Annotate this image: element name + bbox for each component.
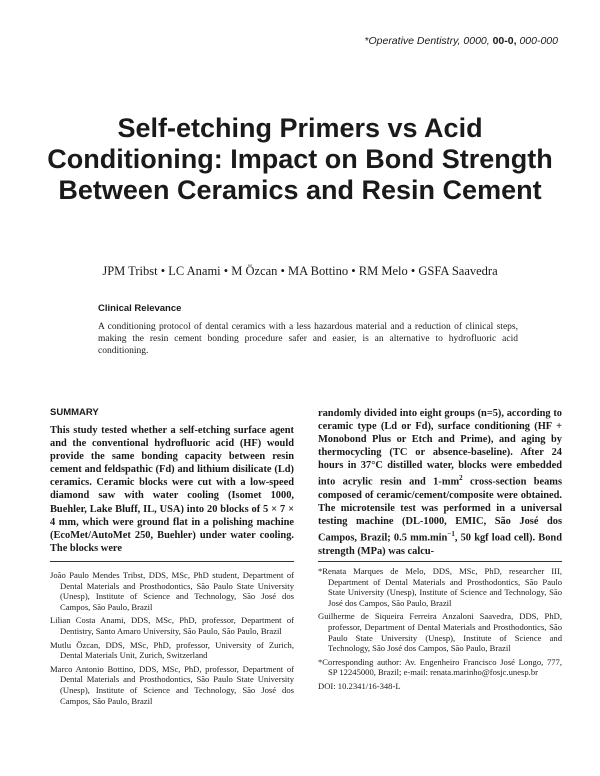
summary-heading: SUMMARY <box>50 407 99 418</box>
footnote-affiliation-saavedra: Guilherme de Siqueira Ferreira Anzaloni Saavedra, DDS, PhD, professor, Department of Dental Materials and Prosthodontics, São Paulo State University (Unesp), Institute of Science and Technology, São José dos Campos, São Paulo, Brazil <box>318 611 562 654</box>
summary-text-part-2: cross-section beams composed of ceramic/cement/composite were obtained. The microtensile test was performed in a universal testing machine (DL-1000, EMIC, São José dos Campos, Brazil; 0.5 mm.min <box>318 476 562 544</box>
asterisk-mark: * <box>318 656 323 667</box>
footnote-divider-right <box>318 561 562 562</box>
footnotes-left <box>50 570 294 709</box>
summary-text-left: This study tested whether a self-etching surface agent and the conventional hydrofluoric acid (HF) would provide the same bonding capacity between resin cement and feldspathic (Fd) and lithium disilicate (Ld) ceramics. Ceramic blocks were cut with a low-speed diamond saw with water cooling (Isomet 1000, Buehler, Lake Bluff, IL, USA) into 20 blocks of 5 × 7 × 4 mm, which were ground flat in a polishing machine (EcoMet/AutoMet 250, Buehler) under water cooling. The blocks were <box>50 425 294 554</box>
journal-pages: 000-000 <box>519 35 558 47</box>
summary-text-part-3: , 50 kgf load cell). Bond strength (MPa) was calcu- <box>318 532 562 557</box>
clinical-relevance-heading: Clinical Relevance <box>98 303 182 314</box>
footnote-affiliation-bottino: Marco Antonio Bottino, DDS, MSc, PhD, professor, Department of Dental Materials and Prosthodontics, São Paulo State University (Unesp), Institute of Science and Technology, São José dos Campos, São Paulo, Brazil <box>50 663 294 706</box>
summary-text-part-1: randomly divided into eight groups (n=5), according to ceramic type (Ld or Fd), surface conditioning (HF + Monobond Plus or Etch and Prime), and aging by thermocycling (TC or absence-baseline). After 24 hours in 37°C distilled water, blocks were embedded into acrylic resin and 1-mm <box>318 408 562 488</box>
journal-citation <box>364 35 558 47</box>
article-title: Self-etching Primers vs Acid Conditioning: Impact on Bond Strength Between Ceramics and Resin Cement <box>47 113 553 205</box>
footnote-affiliation-tribst: João Paulo Mendes Tribst, DDS, MSc, PhD student, Department of Dental Materials and Prosthodontics, São Paulo State University (Unesp), Institute of Science and Technology, São José dos Campos, São Paulo, Brazil <box>50 570 294 612</box>
journal-name: Operative Dentistry, 0000, <box>368 35 490 47</box>
asterisk-mark: * <box>318 566 323 576</box>
footnotes-right <box>318 566 562 695</box>
author-list: JPM Tribst • LC Anami • M Özcan • MA Bottino • RM Melo • GSFA Saavedra <box>102 264 498 278</box>
footnote-divider-left <box>50 561 294 562</box>
summary-text-right <box>318 407 562 558</box>
asterisk-mark: * <box>364 35 369 47</box>
clinical-relevance-text: A conditioning protocol of dental ceramics with a less hazardous material and a reduction of clinical steps, making the resin cement bonding procedure safer and easier, is an alternative to hydrofluoric acid conditioning. <box>98 322 518 357</box>
superscript-squared: 2 <box>459 474 463 483</box>
footnote-affiliation-ozcan: Mutlu Özcan, DDS, MSc, PhD, professor, University of Zurich, Dental Materials Unit, Zurich, Switzerland <box>50 639 294 661</box>
footnote-affiliation-anami: Lilian Costa Anami, DDS, MSc, PhD, professor, Department of Dentistry, Santo Amaro University, São Paulo, São Paulo, Brazil <box>50 615 294 636</box>
footnote-doi: DOI: 10.2341/16-348-L <box>318 680 401 691</box>
footnote-affiliation-melo: *Renata Marques de Melo, DDS, MSc, PhD, researcher III, Department of Dental Materials and Prosthodontics, São Paulo State University (Unesp), Institute of Science and Technology, São José dos Campos, São Paulo, Brazil <box>318 566 562 608</box>
journal-issue: 00-0, <box>492 35 517 47</box>
superscript-minus-one: −1 <box>447 530 455 539</box>
footnote-corresponding-author: *Corresponding author: Av. Engenheiro Francisco José Longo, 777, SP 12245000, Brazil; e-mail: renata.marinho@fosjc.unesp.br <box>318 656 562 678</box>
